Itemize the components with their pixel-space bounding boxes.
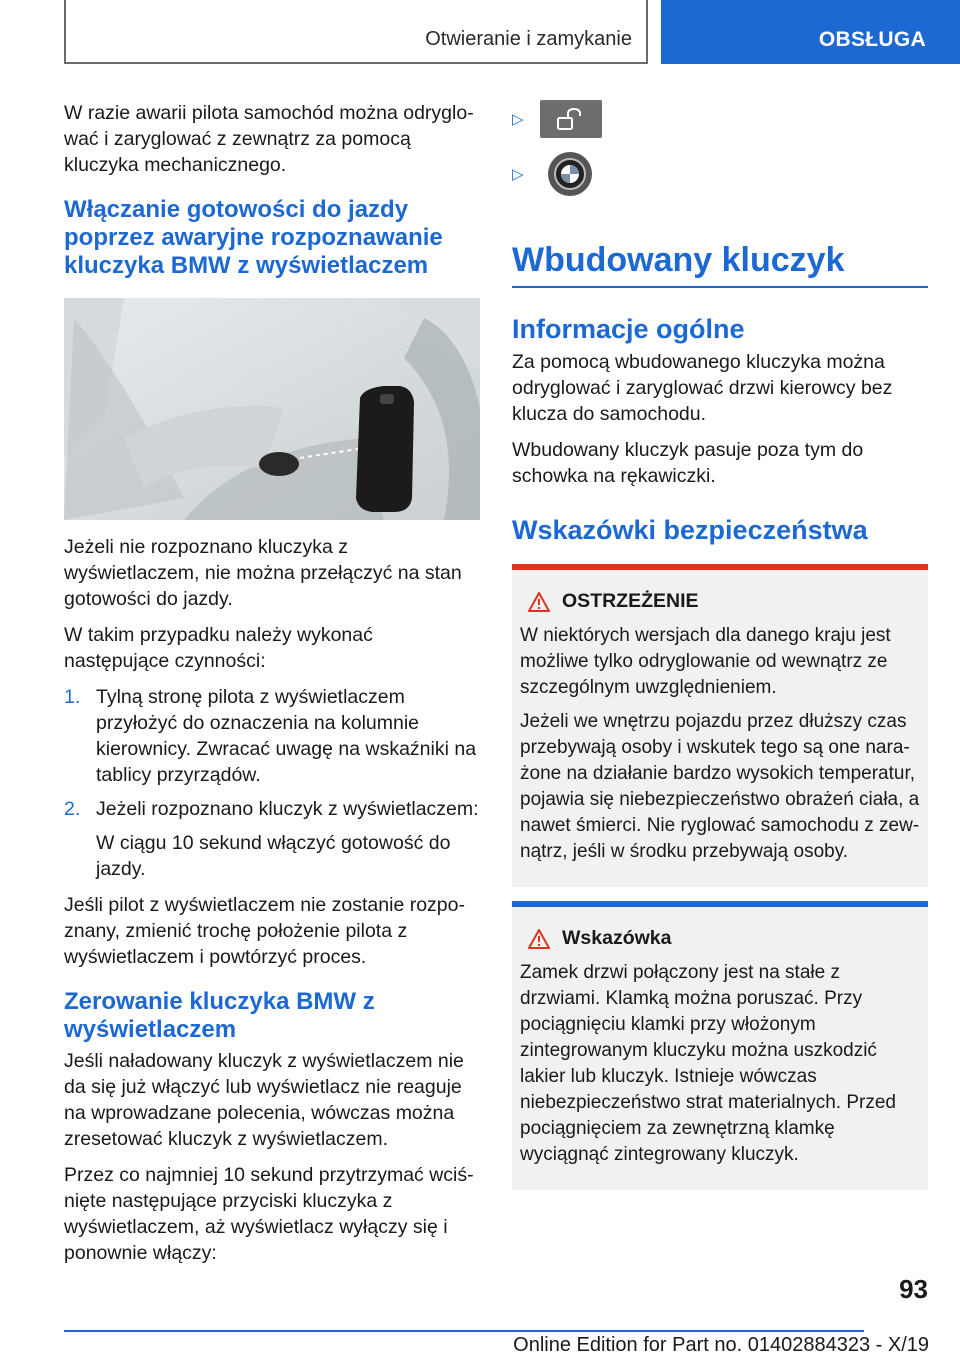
heading-safety-notes: Wskazówki bezpieczeństwa xyxy=(512,515,868,545)
header-chapter-box xyxy=(64,0,648,64)
paragraph-reset-instructions: Przez co najmniej 10 sekund przytrzymać wciśnięte następujące przyciski kluczyka z wyświetlaczem, aż wyświetlacz wyłączy się i ponownie włączy: xyxy=(64,1164,474,1264)
intro-paragraph: W razie awarii pilota samochód można odryglować i zaryglować z zewnątrz za pomocą kluczyka mechanicznego. xyxy=(64,102,474,176)
warning-triangle-icon xyxy=(528,592,550,612)
step-text: Jeżeli rozpoznano kluczyk z wyświetlaczem: xyxy=(96,798,479,820)
step-number: 2. xyxy=(64,798,81,820)
section-title: OBSŁUGA xyxy=(818,28,926,51)
step-2 xyxy=(64,796,480,822)
right-column xyxy=(512,100,928,1190)
step-1 xyxy=(64,684,480,788)
warning-header xyxy=(528,590,920,613)
chapter-title: Otwieranie i zamykanie xyxy=(425,28,632,50)
warning-box xyxy=(512,564,928,887)
paragraph-reset-info: Jeśli naładowany kluczyk z wyświetlaczem nie da się już włączyć lub wyświetlacz nie reaguje na wprowadzane polecenia, wówczas można zresetować kluczyk z wyświetlaczem. xyxy=(64,1050,464,1150)
section-tab[interactable] xyxy=(661,0,960,64)
steering-column-key-image xyxy=(64,298,480,520)
heading-reset-key: Zerowanie kluczyka BMW z wyświetlaczem xyxy=(64,988,375,1043)
note-box xyxy=(512,901,928,1190)
warning-title: OSTRZEŻENIE xyxy=(562,590,699,612)
warning-paragraph-1: W niektórych wersjach dla danego kraju jest możliwe tylko odryglowanie od wewnątrz ze szczególnym uwzględnieniem. xyxy=(520,625,891,698)
note-paragraph: Zamek drzwi połączony jest na stałe z drzwiami. Klamką można poruszać. Przy pociągnięciu klamki przy włożonym zintegrowanym kluczyku można uszkodzić lakier lub kluczyk. Istnieje wówczas niebezpieczeństwo strat materialnych. Przed pociągnięciem za zewnętrzną klamkę wyciągnąć zintegrowany kluczyk. xyxy=(520,962,896,1165)
step-text: Tylną stronę pilota z wyświetlaczem przyłożyć do oznaczenia na kolumnie kierownicy. Zwracać uwagę na wskaźniki na tablicy przyrządów. xyxy=(96,686,477,786)
unlock-button-icon xyxy=(540,100,602,138)
bullet-unlock-button xyxy=(512,100,928,138)
left-column xyxy=(64,100,480,1276)
title-integrated-key: Wbudowany kluczyk xyxy=(512,240,928,288)
footer-edition: Online Edition for Part no. 01402884323 - X/19 xyxy=(513,1334,929,1356)
paragraph-steps-intro: W takim przypadku należy wykonać następujące czynności: xyxy=(64,624,373,672)
bullet-triangle-icon: ▷ xyxy=(512,166,524,183)
step-number: 1. xyxy=(64,686,81,708)
heading-emergency-detection: Włączanie gotowości do jazdy poprzez awaryjne rozpoznawanie kluczyka BMW z wyświetlaczem xyxy=(64,196,443,279)
bullet-bmw-button xyxy=(512,152,928,196)
paragraph-not-detected: Jeżeli nie rozpoznano kluczyka z wyświetlaczem, nie można przełączyć na stan gotowości do jazdy. xyxy=(64,536,462,610)
paragraph-integrated-key-usage: Za pomocą wbudowanego kluczyka można odryglować i zaryglować drzwi kierowcy bez klucza do samochodu. xyxy=(512,351,893,425)
paragraph-glovebox: Wbudowany kluczyk pasuje poza tym do schowka na rękawiczki. xyxy=(512,439,864,487)
bullet-triangle-icon: ▷ xyxy=(512,111,524,128)
paragraph-not-recognized: Jeśli pilot z wyświetlaczem nie zostanie rozpoznany, zmienić trochę położenie pilota z wyświetlaczem i powtórzyć proces. xyxy=(64,894,465,968)
note-header xyxy=(528,927,920,950)
step-2-subtext: W ciągu 10 sekund włączyć gotowość do jazdy. xyxy=(96,832,451,880)
footer-divider xyxy=(64,1330,864,1332)
warning-triangle-icon xyxy=(528,929,550,949)
note-title: Wskazówka xyxy=(562,927,672,949)
warning-paragraph-2: Jeżeli we wnętrzu pojazdu przez dłuższy czas przebywają osoby i wskutek tego są one narażone na działanie bardzo wysokich temperatur, pojawia się niebezpieczeństwo obrażeń ciała, a nawet śmierci. Nie ryglować samochodu z zewnątrz, jeśli w środku przebywają osoby. xyxy=(520,711,920,862)
bmw-logo-button-icon xyxy=(548,152,592,196)
heading-general-info: Informacje ogólne xyxy=(512,314,745,344)
page-number: 93 xyxy=(899,1274,928,1304)
